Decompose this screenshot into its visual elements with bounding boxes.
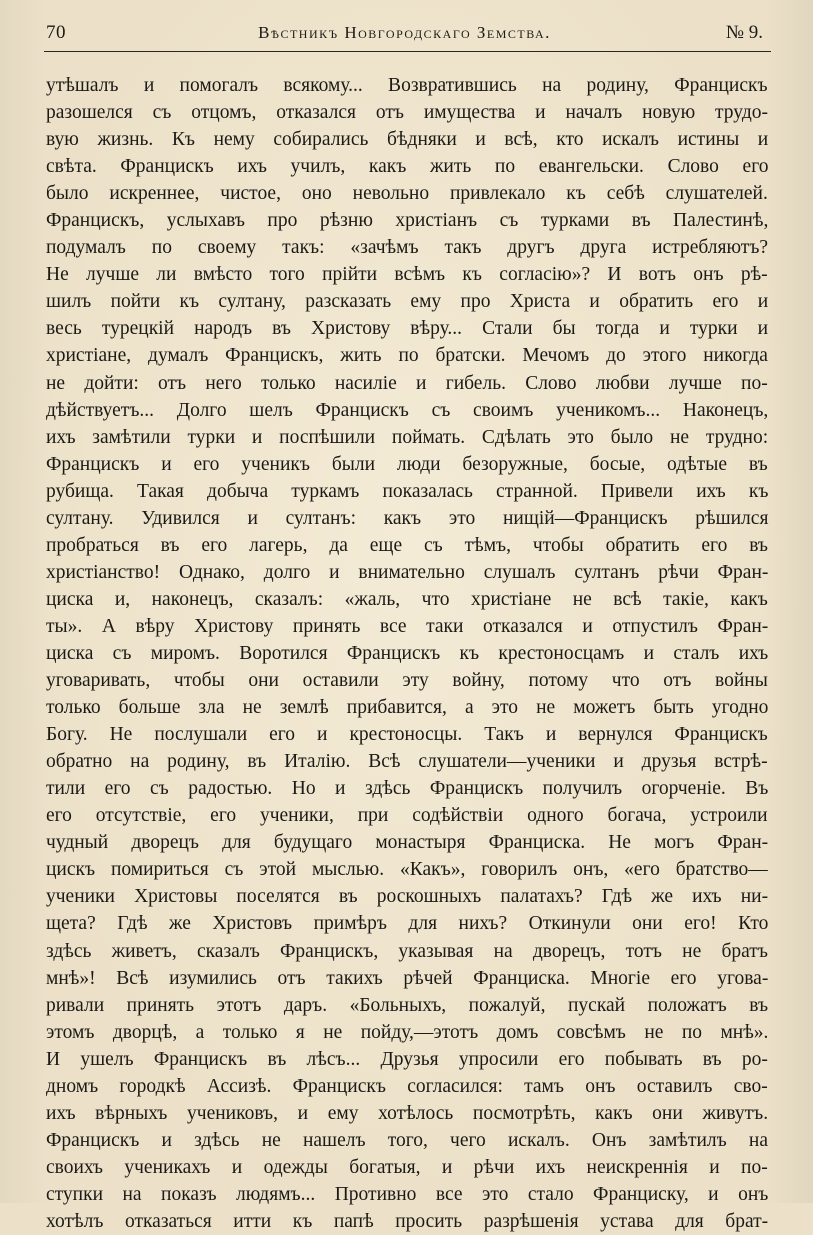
text-line: здѣсь живетъ, сказалъ Францискъ, указывая на дворецъ, тотъ не братъ — [46, 940, 768, 962]
text-line: шилъ пойти къ султану, разсказать ему про Христа и обратить его и — [46, 291, 769, 313]
text-line: ученики Христовы поселятся въ роскошныхъ палатахъ? Гдѣ же ихъ ни- — [46, 886, 769, 908]
text-line: Францискъ, услыхавъ про рѣзню христіанъ съ турками въ Палестинѣ, — [46, 210, 769, 232]
text-line: дномъ городкѣ Ассизѣ. Францискъ согласился: тамъ онъ оставилъ сво- — [46, 1075, 768, 1097]
text-line: ривали принять этотъ даръ. «Больныхъ, пожалуй, пускай положатъ въ — [46, 994, 769, 1016]
body-text — [46, 72, 768, 1235]
text-line: цискъ помириться съ этой мыслью. «Какъ», говорилъ онъ, «его братство— — [46, 859, 768, 881]
text-line: Богу. Не послушали его и крестоносцы. Такъ и вернулся Францискъ — [46, 724, 768, 746]
text-line: тили его съ радостью. Но и здѣсь Францискъ получилъ огорченіе. Въ — [46, 778, 769, 800]
issue-number: № 9. — [725, 22, 763, 43]
text-line: рубища. Такая добыча туркамъ показалась странной. Привели ихъ къ — [46, 480, 769, 502]
text-line: ихъ вѣрныхъ учениковъ, и ему хотѣлось посмотрѣть, какъ они живутъ. — [46, 1102, 769, 1124]
text-line: уговаривать, чтобы они оставили эту войну, потому что отъ войны — [46, 670, 768, 692]
text-line: Не лучше ли вмѣсто того прійти всѣмъ къ согласію»? И вотъ онъ рѣ- — [46, 264, 768, 286]
text-line: подумалъ по своему такъ: «зачѣмъ такъ другъ друга истребляютъ? — [46, 237, 769, 259]
text-line: вую жизнь. Къ нему собирались бѣдняки и всѣ, кто искалъ истины и — [46, 129, 769, 151]
text-line: чудный дворецъ для будущаго монастыря Франциска. Не могъ Фран- — [46, 832, 769, 854]
text-line: утѣшалъ и помогалъ всякому... Возвратившись на родину, Францискъ — [46, 75, 768, 96]
text-line: ихъ замѣтили турки и поспѣшили поймать. Сдѣлать это было не трудно: — [46, 426, 769, 448]
page-number: 70 — [46, 22, 66, 43]
text-line: его отсутствіе, его ученики, при содѣйствіи одного богача, устроили — [46, 805, 768, 827]
text-line: христіане, думалъ Францискъ, жить по братски. Мечомъ до этого никогда — [46, 345, 768, 367]
text-line: циска и, наконецъ, сказалъ: «жаль, что христіане не всѣ такіе, какъ — [46, 588, 768, 610]
header-rule — [44, 51, 771, 52]
text-line: мнѣ»! Всѣ изумились отъ такихъ рѣчей Франциска. Многіе его угова- — [46, 967, 769, 989]
text-line: обратно на родину, въ Италію. Всѣ слушатели—ученики и друзья встрѣ- — [46, 751, 768, 773]
running-title: Вѣстникъ Новгородскаго Земства. — [258, 23, 551, 42]
text-line: ступки на показъ людямъ... Противно все это стало Франциску, и онъ — [46, 1183, 769, 1205]
text-line: было искреннее, чистое, оно невольно привлекало къ себѣ слушателей. — [46, 183, 768, 205]
text-line: щета? Гдѣ же Христовъ примѣръ для нихъ? Откинули они его! Кто — [46, 913, 769, 935]
text-line: христіанство! Однако, долго и внимательно слушалъ султанъ рѣчи Фран- — [46, 561, 769, 583]
page-header — [46, 22, 763, 48]
text-line: своихъ ученикахъ и одежды богатыя, и рѣчи ихъ неискреннія и по- — [46, 1156, 768, 1178]
text-line: И ушелъ Францискъ въ лѣсъ... Друзья упросили его побывать въ ро- — [46, 1048, 768, 1070]
text-line: пробраться въ его лагерь, да еще съ тѣмъ, чтобы обратить его въ — [46, 534, 769, 556]
text-line: хотѣлъ отказаться итти къ папѣ просить разрѣшенія устава для брат- — [46, 1210, 769, 1232]
text-line: разошелся съ отцомъ, отказался отъ имущества и началъ новую трудо- — [46, 102, 768, 124]
text-line: свѣта. Францискъ ихъ училъ, какъ жить по евангельски. Слово его — [46, 156, 769, 178]
text-line: Францискъ и здѣсь не нашелъ того, чего искалъ. Онъ замѣтилъ на — [46, 1129, 768, 1151]
text-line: Францискъ и его ученикъ были люди безоружные, босые, одѣтые въ — [46, 453, 768, 475]
text-line: не дойти: отъ него только насиліе и гибель. Слово любви лучше по- — [46, 372, 768, 394]
text-line: только больше зла не землѣ прибавится, а это не можетъ быть угодно — [46, 697, 769, 719]
text-line: ты». А вѣру Христову принять все таки отказался и отпустилъ Фран- — [46, 615, 769, 637]
text-line: этомъ дворцѣ, а только я не пойду,—этотъ домъ совсѣмъ не по мнѣ». — [46, 1021, 769, 1043]
text-line: весь турецкій народъ въ Христову вѣру... Стали бы тогда и турки и — [46, 318, 769, 340]
text-line: циска съ миромъ. Воротился Францискъ къ крестоносцамъ и сталъ ихъ — [46, 642, 769, 664]
text-line: дѣйствуетъ... Долго шелъ Францискъ съ своимъ ученикомъ... Наконецъ, — [46, 399, 769, 421]
text-line: султану. Удивился и султанъ: какъ это нищій—Францискъ рѣшился — [46, 507, 769, 529]
